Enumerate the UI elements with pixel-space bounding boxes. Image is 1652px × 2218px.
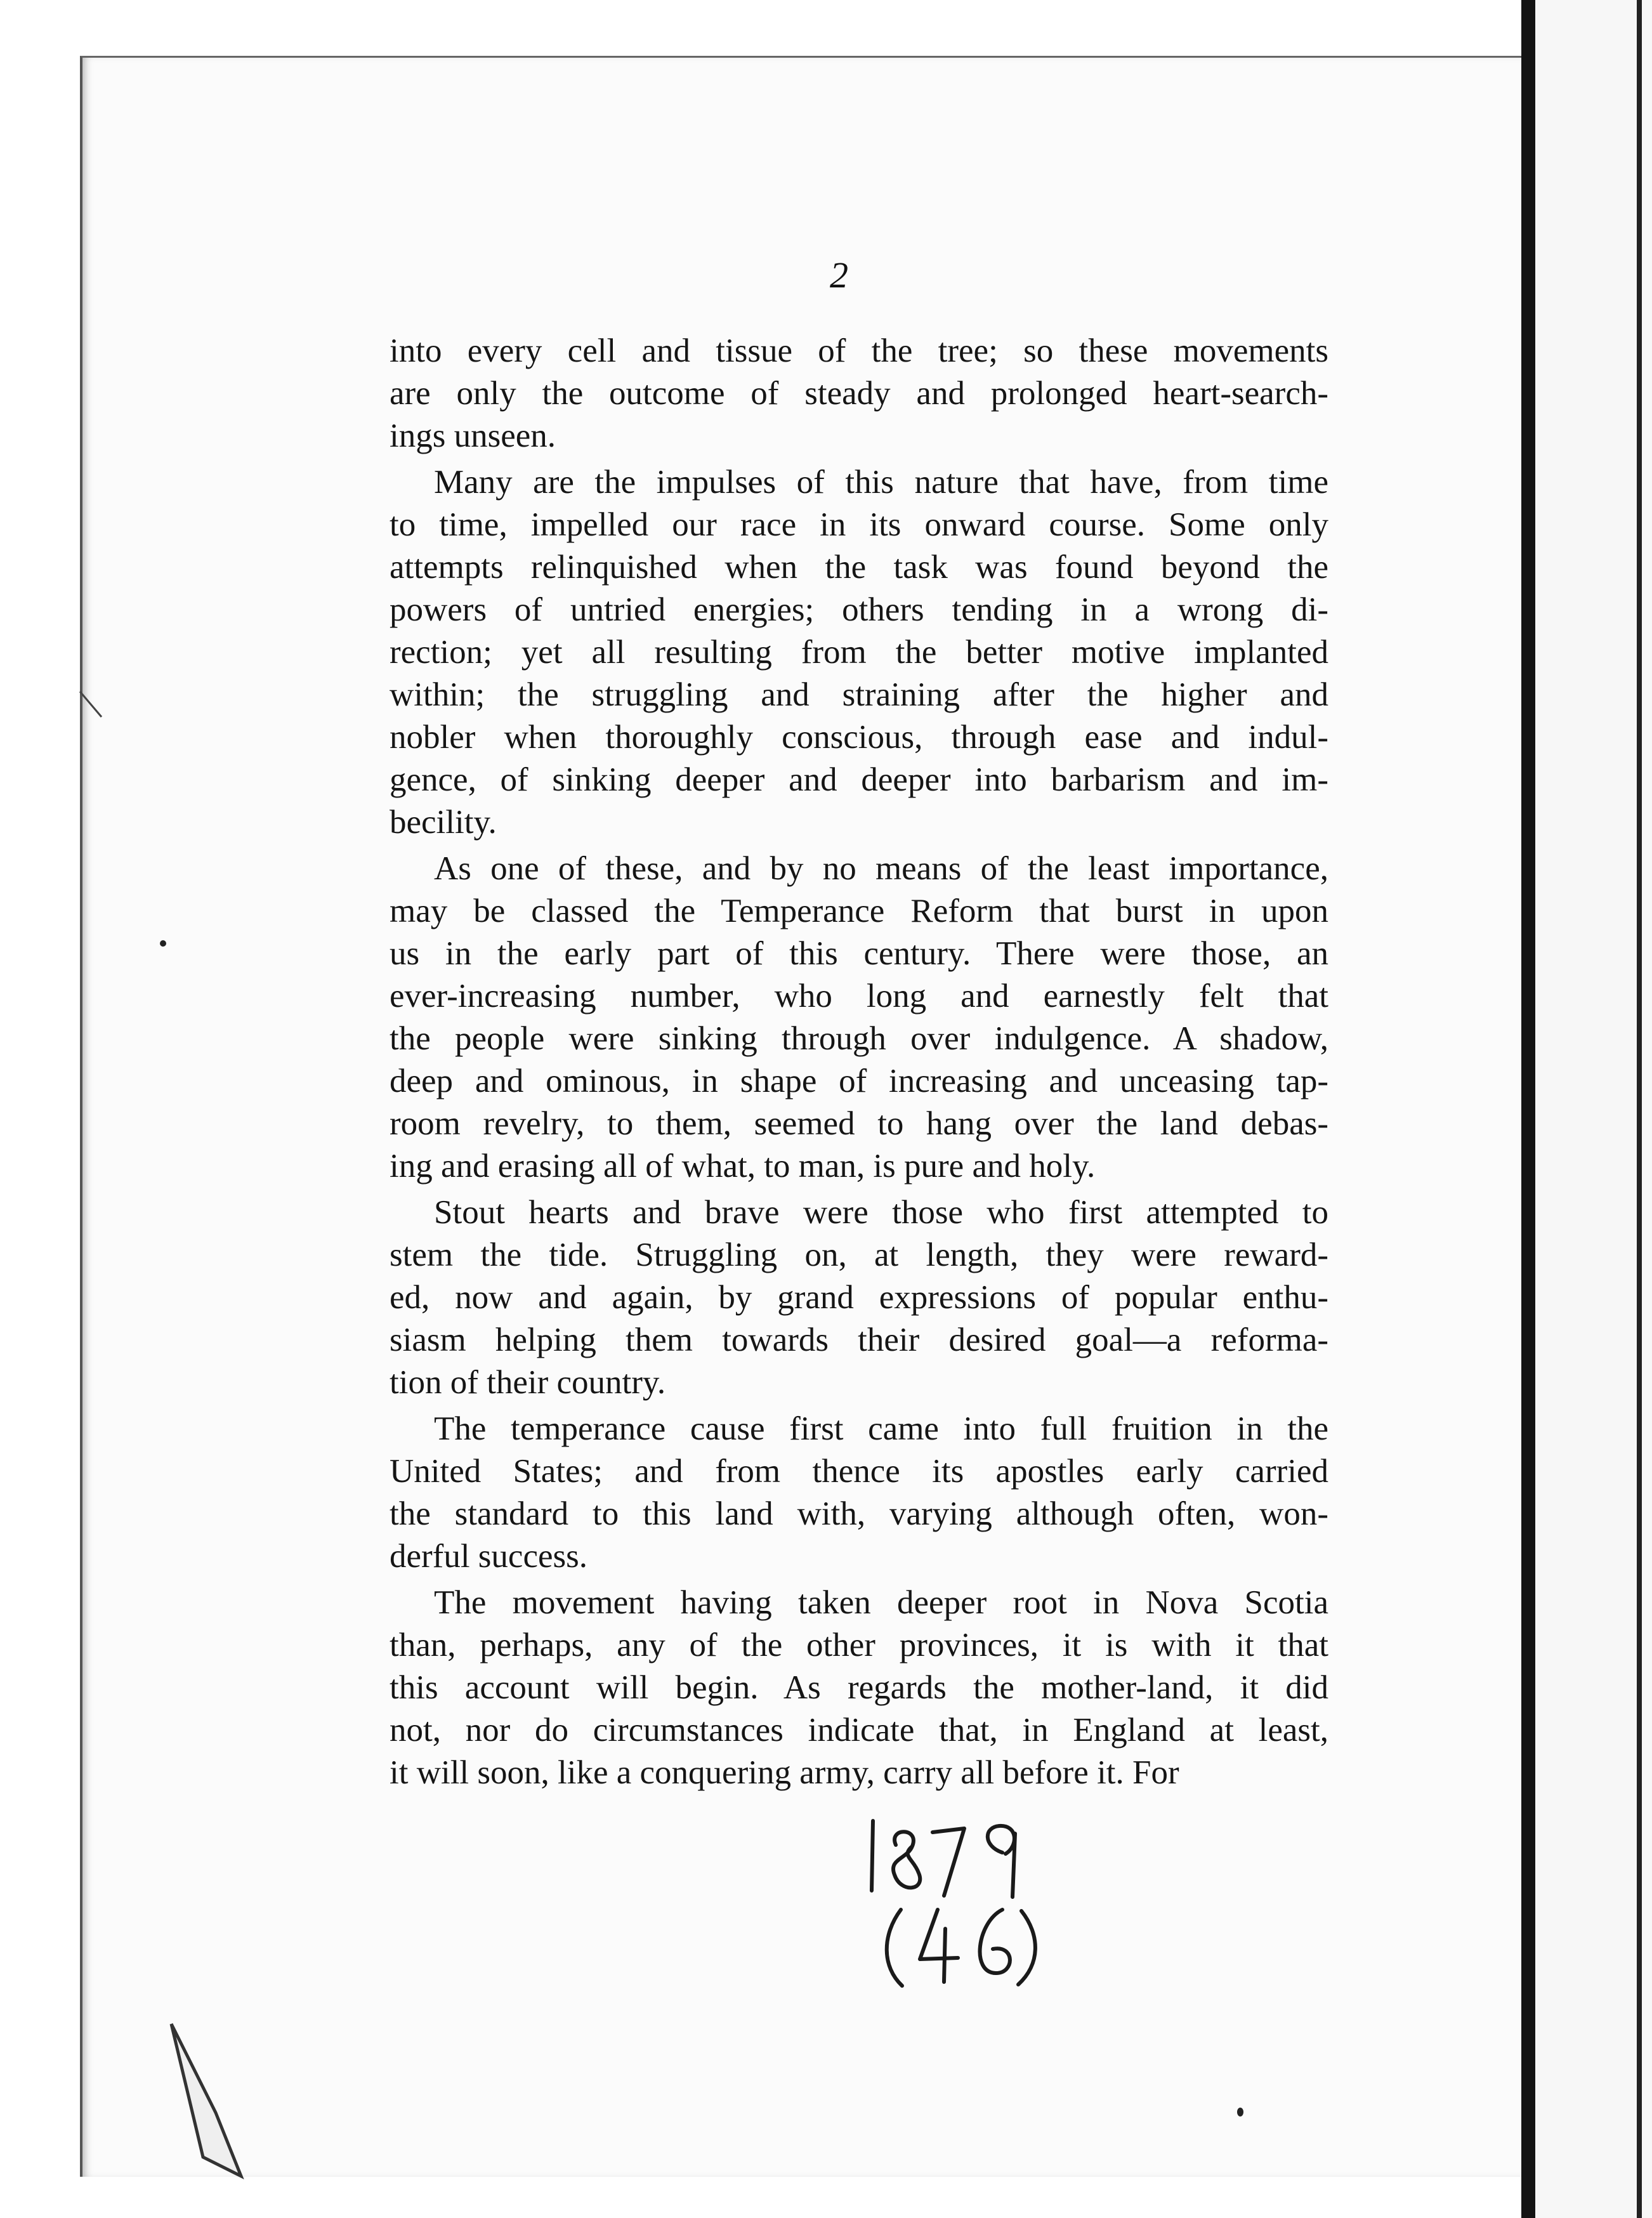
text-line: this account will begin. As regards the mother-land, it did [390,1669,1328,1706]
speck-mark [1237,2108,1243,2116]
text-line: nobler when thoroughly conscious, through ease and indul- [390,719,1328,756]
text-line: attempts relinquished when the task was found beyond the [390,549,1328,586]
text-line: The temperance cause first came into full fruition in the [434,1410,1328,1447]
text-line: into every cell and tissue of the tree; so these movements [390,332,1328,369]
text-line: stem the tide. Struggling on, at length, they were reward- [390,1237,1328,1273]
text-line: The movement having taken deeper root in Nova Scotia [434,1584,1328,1621]
speck-mark [160,940,166,947]
text-line: the people were sinking through over indulgence. A shadow, [390,1020,1328,1057]
paragraph [390,1582,1328,1794]
text-line: As one of these, and by no means of the least importance, [434,850,1328,887]
text-line: ings unseen. [390,417,556,454]
text-line: ing and erasing all of what, to man, is pure and holy. [390,1148,1096,1184]
text-line: Stout hearts and brave were those who first attempted to [434,1194,1328,1231]
text-line: United States; and from thence its apostles early carried [390,1453,1328,1490]
text-line: becility. [390,804,497,841]
text-line: than, perhaps, any of the other provinces, it is with it that [390,1627,1328,1664]
text-line: within; the struggling and straining after the higher and [390,676,1328,713]
text-line: ever-increasing number, who long and earnestly felt that [390,978,1328,1014]
text-line: the standard to this land with, varying although often, won- [390,1495,1328,1532]
crease-mark [80,692,102,717]
text-line: derful success. [390,1538,587,1575]
handwritten-annotation [863,1814,1053,1992]
text-line: siasm helping them towards their desired goal—a reforma- [390,1322,1328,1358]
paragraph [390,1408,1328,1578]
text-line: room revelry, to them, seemed to hang over the land debas- [390,1105,1328,1142]
text-line: not, nor do circumstances indicate that, in England at least, [390,1712,1328,1749]
body-text [390,330,1328,1798]
page-number: 2 [830,254,848,296]
text-line: to time, impelled our race in its onward course. Some only [390,506,1328,543]
text-line: us in the early part of this century. There were those, an [390,935,1328,972]
text-line: powers of untried energies; others tending in a wrong di- [390,591,1328,628]
text-line: may be classed the Temperance Reform that burst in upon [390,893,1328,929]
paragraph [390,461,1328,844]
text-line: Many are the impulses of this nature that have, from time [434,464,1328,501]
paragraph [390,330,1328,457]
folded-corner [171,2024,241,2176]
text-line: it will soon, like a conquering army, carry all before it. For [390,1754,1179,1791]
text-line: tion of their country. [390,1364,666,1401]
paragraph [390,1191,1328,1404]
text-line: deep and ominous, in shape of increasing and unceasing tap- [390,1063,1328,1099]
text-line: are only the outcome of steady and prolonged heart-search- [390,375,1328,412]
text-line: gence, of sinking deeper and deeper into barbarism and im- [390,761,1328,798]
text-line: rection; yet all resulting from the better motive implanted [390,634,1328,671]
text-line: ed, now and again, by grand expressions of popular enthu- [390,1279,1328,1316]
paragraph [390,848,1328,1188]
